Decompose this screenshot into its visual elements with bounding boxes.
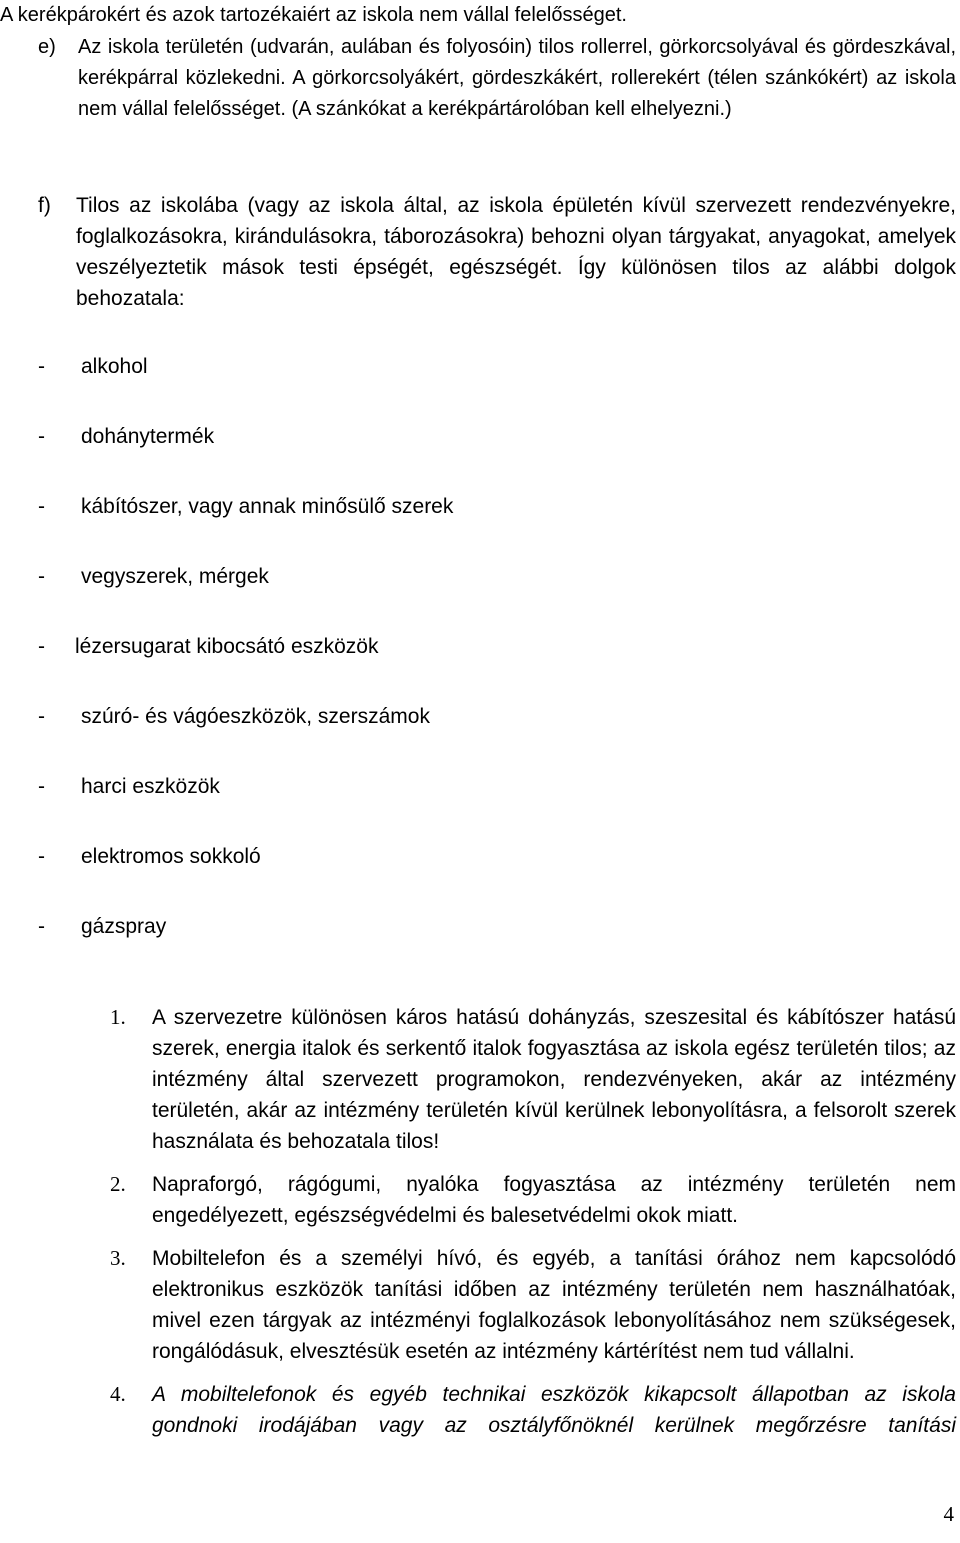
list-dash: -: [38, 845, 45, 868]
list-dash: -: [38, 565, 45, 588]
list-item-text: elektromos sokkoló: [81, 845, 261, 868]
list-item-text: gázspray: [81, 915, 167, 938]
list-item-text: kábítószer, vagy annak minősülő szerek: [81, 495, 454, 518]
list-item: [38, 840, 918, 910]
list-dash: -: [38, 705, 45, 728]
paragraph-f-text: Tilos az iskolába (vagy az iskola által, az iskola épületén kívül szervezett rendezvényekre, foglalkozásokra, kirándulásokra, táborozásokra) behozni olyan tárgyakat, anyagokat, amelyek veszélyeztetik mások testi épségét, egészségét. Így különösen tilos az alábbi dolgok behozatala:: [76, 194, 956, 310]
item-text: A mobiltelefonok és egyéb technikai eszközök kikapcsolt állapotban az iskola gondnoki irodájában vagy az osztályfőnöknél kerülnek megőrzésre tanítási: [152, 1383, 956, 1437]
list-item: [38, 420, 918, 490]
numbered-item: [110, 1243, 956, 1367]
list-dash: -: [38, 355, 45, 378]
list-dash: -: [38, 635, 45, 658]
list-item-text: alkohol: [81, 355, 148, 378]
list-item: [38, 630, 918, 700]
paragraph-e-label: e): [38, 36, 56, 58]
page-number: 4: [943, 1502, 954, 1526]
paragraph-e-text: Az iskola területén (udvarán, aulában és folyosóin) tilos rollerrel, görkorcsolyával és gördeszkával, kerékpárral közlekedni. A görkorcsolyákért, gördeszkákért, rollerekért (télen szánkókért) az iskola nem vállal felelősséget. (A szánkókat a kerékpártárolóban kell elhelyezni.): [78, 36, 956, 120]
list-item: [38, 910, 918, 980]
item-text: A szervezetre különösen káros hatású dohányzás, szeszesital és kábítószer hatású szerek, energia italok és serkentő italok fogyasztása az iskola egész területén tilos; az intézmény által szervezett programokon, rendezvényeken, akár az intézmény területén, akár az intézmény területén kívül kerülnek lebonyolításra, a felsorolt szerek használata és behozatala tilos!: [152, 1006, 956, 1153]
item-number: 4.: [110, 1382, 126, 1406]
list-dash: -: [38, 915, 45, 938]
numbered-item: [110, 1002, 956, 1157]
list-item: [38, 490, 918, 560]
list-item-text: lézersugarat kibocsátó eszközök: [75, 635, 379, 658]
list-dash: -: [38, 425, 45, 448]
list-item: [38, 700, 918, 770]
numbered-item: [110, 1169, 956, 1231]
item-number: 1.: [110, 1005, 126, 1029]
item-text: Napraforgó, rágógumi, nyalóka fogyasztása az intézmény területén nem engedélyezett, egészségvédelmi és balesetvédelmi okok miatt.: [152, 1173, 956, 1227]
list-item: [38, 560, 918, 630]
item-number: 3.: [110, 1246, 126, 1270]
top-line: A kerékpárokért és azok tartozékaiért az iskola nem vállal felelősséget.: [0, 4, 627, 26]
list-dash: -: [38, 495, 45, 518]
paragraph-f-label: f): [38, 194, 51, 217]
paragraph-f: [38, 190, 956, 314]
list-item-text: vegyszerek, mérgek: [81, 565, 269, 588]
item-number: 2.: [110, 1172, 126, 1196]
list-dash: -: [38, 775, 45, 798]
prohibited-items-list: [38, 350, 918, 980]
item-text: Mobiltelefon és a személyi hívó, és egyéb, a tanítási órához nem kapcsolódó elektronikus eszközök tanítási időben az intézmény területén nem használhatóak, mivel ezen tárgyak az intézményi foglalkozások lebonyolításához nem szükségesek, rongálódásuk, elvesztésük esetén az intézmény kártérítést nem tud vállalni.: [152, 1247, 956, 1363]
list-item-text: szúró- és vágóeszközök, szerszámok: [81, 705, 430, 728]
list-item-text: dohánytermék: [81, 425, 215, 448]
rules-numbered-list: [110, 1002, 956, 1453]
numbered-item: [110, 1379, 956, 1441]
paragraph-e: [38, 32, 956, 125]
list-item: [38, 770, 918, 840]
list-item: [38, 350, 918, 420]
list-item-text: harci eszközök: [81, 775, 220, 798]
